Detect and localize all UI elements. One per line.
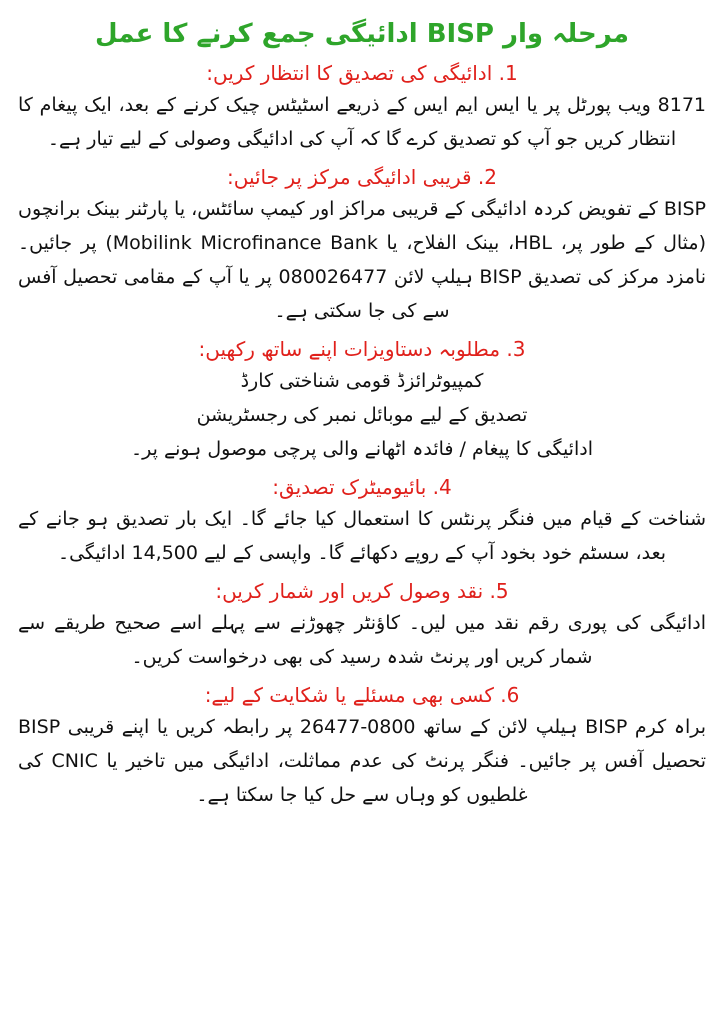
section-heading: 3. مطلوبہ دستاویزات اپنے ساتھ رکھیں: — [198, 337, 526, 361]
section-6 — [18, 680, 706, 812]
list-item: ادائیگی کا پیغام / فائدہ اٹھانے والی پرچی موصول ہونے پر۔ — [131, 438, 593, 460]
list-item: تصدیق کے لیے موبائل نمبر کی رجسٹریشن — [196, 404, 528, 426]
section-paragraph: BISP کے تفویض کردہ ادائیگی کے قریبی مراکز اور کیمپ سائٹس، یا پارٹنر بینک برانچوں (مثال کے طور پر، HBL، بینک الفلاح، یا Mobilink Microfinance Bank) پر جائیں۔ نامزد مرکز کی تصدیق BISP ہیلپ لائن 080026477 پر یا آپ کے مقامی تحصیل آفس سے کی جا سکتی ہے۔ — [18, 198, 706, 322]
section-heading: 5. نقد وصول کریں اور شمار کریں: — [215, 579, 509, 603]
section-4 — [18, 472, 706, 570]
section-3 — [18, 334, 706, 466]
section-heading: 1. ادائیگی کی تصدیق کا انتظار کریں: — [206, 61, 518, 85]
section-heading: 2. قریبی ادائیگی مرکز پر جائیں: — [226, 165, 497, 189]
section-paragraph: 8171 ویب پورٹل پر یا ایس ایم ایس کے ذریعے اسٹیٹس چیک کرنے کے بعد، ایک پیغام کا انتظار کریں جو آپ کو تصدیق کرے گا کہ آپ کی ادائیگی وصولی کے لیے تیار ہے۔ — [18, 94, 706, 150]
section-paragraph: براہ کرم BISP ہیلپ لائن کے ساتھ 0800-26477 پر رابطہ کریں یا اپنے قریبی BISP تحصیل آفس پر جائیں۔ فنگر پرنٹ کی عدم مماثلت، ادائیگی میں تاخیر یا CNIC کی غلطیوں کو وہاں سے حل کیا جا سکتا ہے۔ — [18, 716, 707, 806]
section-5 — [18, 576, 706, 674]
page-title: مرحلہ وار BISP ادائیگی جمع کرنے کا عمل — [94, 19, 630, 49]
section-heading: 4. بائیومیٹرک تصدیق: — [272, 475, 452, 499]
section-paragraph: شناخت کے قیام میں فنگر پرنٹس کا استعمال کیا جائے گا۔ ایک بار تصدیق ہو جانے کے بعد، سسٹم خود بخود آپ کے روپے دکھائے گا۔ واپسی کے لیے 14,500 ادائیگی۔ — [18, 508, 706, 564]
list-item: کمپیوٹرائزڈ قومی شناختی کارڈ — [240, 370, 484, 392]
section-2 — [18, 162, 706, 328]
required-documents-list — [18, 364, 706, 466]
section-1 — [18, 58, 706, 156]
section-heading: 6. کسی بھی مسئلے یا شکایت کے لیے: — [204, 683, 520, 707]
section-paragraph: ادائیگی کی پوری رقم نقد میں لیں۔ کاؤنٹر چھوڑنے سے پہلے اسے صحیح طریقے سے شمار کریں اور پرنٹ شدہ رسید کی بھی درخواست کریں۔ — [18, 612, 706, 668]
